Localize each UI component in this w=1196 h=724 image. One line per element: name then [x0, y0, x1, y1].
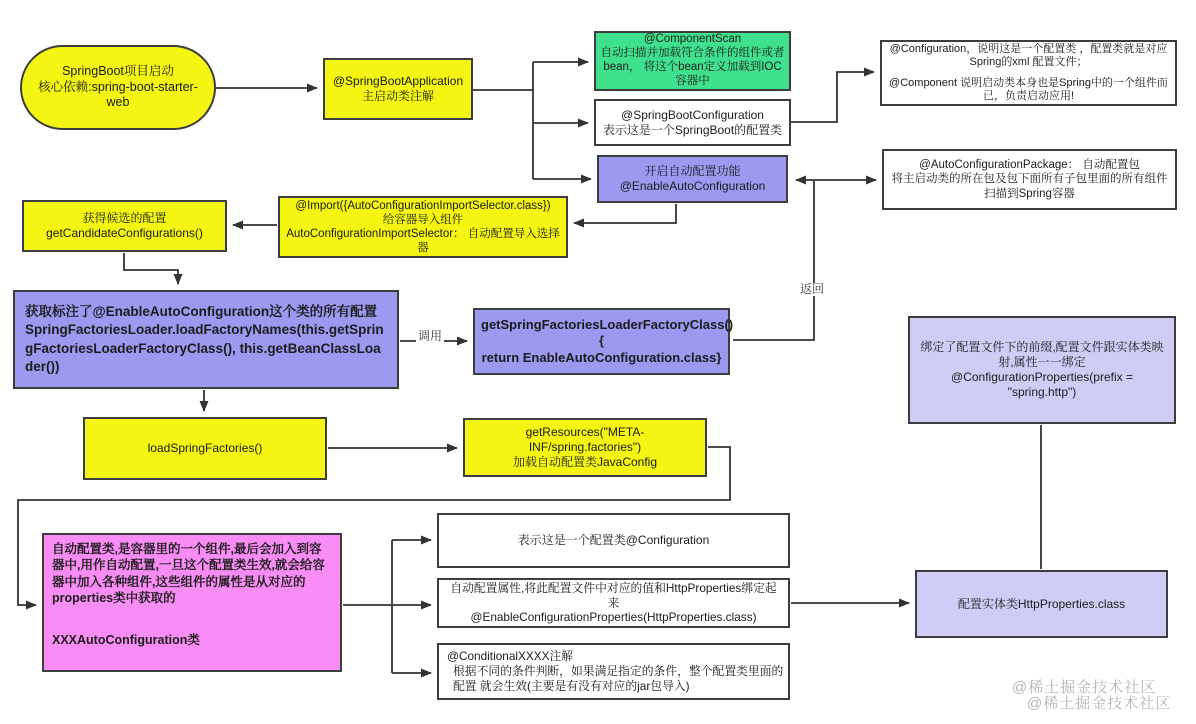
node-springbootconfiguration: [594, 99, 791, 146]
node-text: 给容器导入组件: [382, 213, 464, 226]
node-text: @AutoConfigurationPackage： 自动配置包: [919, 158, 1140, 171]
node-xxxautoconfiguration: [42, 533, 342, 672]
edge-label-return: 返回: [800, 282, 825, 296]
node-text: 将主启动类的所在包及包下面所有子包里面的所有组件扫描到Spring容器: [891, 173, 1168, 200]
node-text: 绑定了配置文件下的前缀,配置文件跟实体类映射,属性一一绑定@ConfigurationProperties(prefix = "spring.http"): [920, 340, 1164, 399]
node-text: 自动扫描并加载符合条件的组件或者bean， 将这个bean定义加载到IOC容器中: [600, 47, 785, 87]
node-getresources: [463, 418, 707, 477]
node-getcandidateconfigurations: [22, 200, 227, 252]
node-text: loadSpringFactories(): [147, 441, 263, 455]
node-text: 核心依赖:spring-boot-starter-web: [38, 79, 198, 110]
node-text: return EnableAutoConfiguration.class}: [481, 349, 722, 365]
node-text: @Component 说明启动类本身也是Spring中的一个组件而已，负责启动应用!: [889, 76, 1168, 102]
node-text: getCandidateConfigurations(): [46, 226, 203, 240]
node-text: 获得候选的配置: [82, 211, 167, 225]
node-text: getSpringFactoriesLoaderFactoryClass(){: [481, 317, 734, 349]
node-text: 配置实体类HttpProperties.class: [957, 596, 1126, 611]
node-text: SpringBoot项目启动: [62, 64, 174, 79]
node-text: 加载自动配置类JavaConfig: [512, 455, 658, 469]
node-text: @SpringBootApplication: [332, 74, 464, 88]
node-configurationproperties-binding: [908, 316, 1176, 424]
node-text: 主启动类注解: [361, 89, 434, 103]
node-text: @EnableConfigurationProperties(HttpProperties.class): [470, 610, 757, 625]
node-text: 根据不同的条件判断，如果满足指定的条件，整个配置类里面的配置 就会生效(主要是有没有对应的jar包导入): [453, 663, 784, 694]
node-text: 获取标注了@EnableAutoConfiguration这个类的所有配置: [25, 304, 378, 320]
node-conditional-annotation: [437, 643, 790, 700]
node-text: 表示这是一个配置类@Configuration: [517, 533, 710, 547]
node-text: XXXAutoConfiguration类: [52, 633, 200, 647]
node-enableconfigurationproperties: [437, 578, 790, 628]
node-text: 表示这是一个SpringBoot的配置类: [602, 122, 783, 137]
node-text: @ConditionalXXXX注解: [447, 648, 574, 663]
node-text: 自动配置属性,将此配置文件中对应的值和HttpProperties绑定起来: [450, 580, 777, 610]
node-getspringfactoriesloaderfactoryclass: [473, 308, 734, 375]
edge-label-call: 调用: [418, 329, 443, 343]
node-text: 自动配置类,是容器里的一个组件,最后会加入到容器中,用作自动配置,一旦这个配置类生效,就会给容器中加入各种组件,这些组件的属性是从对应的properties类中获取的: [52, 542, 325, 605]
node-loadfactorynames: [13, 290, 399, 389]
node-text: @ComponentScan: [643, 33, 742, 46]
node-text: @SpringBootConfiguration: [621, 107, 764, 122]
node-text: @EnableAutoConfiguration: [619, 179, 766, 193]
node-componentscan: [594, 31, 791, 91]
node-text: @Import({AutoConfigurationImportSelector.class}): [295, 199, 551, 212]
node-import-selector: [278, 196, 568, 258]
watermark-text: @稀土掘金技术社区: [1012, 679, 1157, 696]
node-text: @Configuration，说明这是一个配置类 ，配置类就是对应Spring的xml 配置文件；: [889, 43, 1168, 69]
node-loadspringfactories: [83, 417, 327, 480]
node-autoconfigurationpackage: [882, 149, 1177, 210]
node-is-configuration-class: [437, 513, 790, 568]
node-springbootapplication: [323, 58, 473, 120]
node-text: SpringFactoriesLoader.loadFactoryNames(this.getSpringFactoriesLoaderFactoryClass(), this.getBeanClassLoader()): [25, 322, 384, 374]
node-text: getResources("META-INF/spring.factories"): [525, 425, 645, 454]
node-configuration-note: [880, 40, 1177, 106]
node-text: 开启自动配置功能: [644, 164, 741, 178]
node-enableautoconfiguration: [597, 155, 788, 203]
watermark-text: @稀土掘金技术社区: [1027, 695, 1172, 712]
node-httpproperties-class: [915, 570, 1168, 638]
node-text: AutoConfigurationImportSelector： 自动配置导入选择器: [286, 228, 560, 255]
node-springboot-start: [20, 45, 216, 130]
